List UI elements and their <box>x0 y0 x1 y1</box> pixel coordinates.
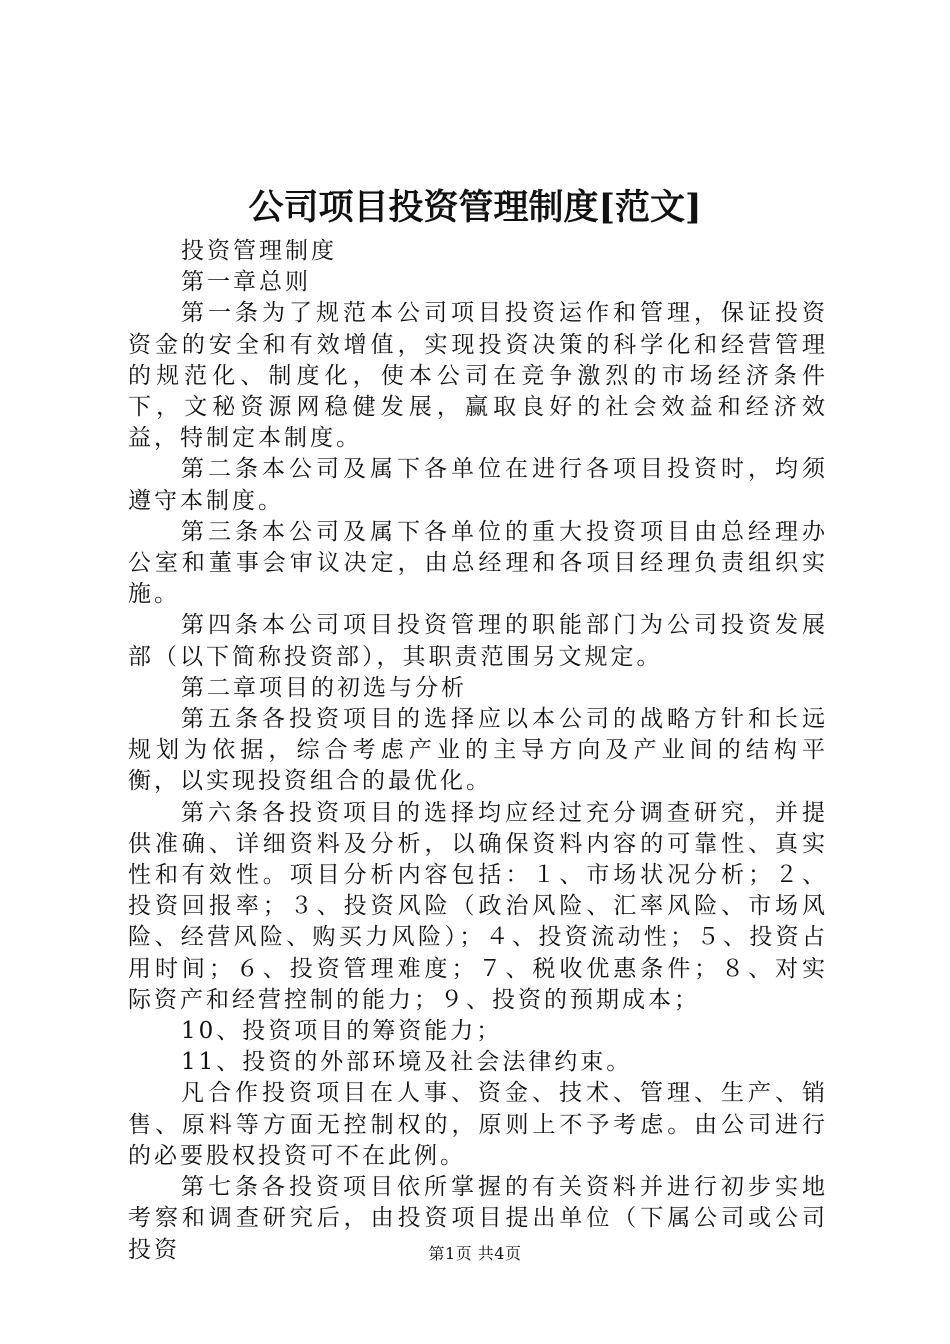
chapter-heading: 第二章项目的初选与分析 <box>181 674 467 701</box>
article-paragraph: 第四条本公司项目投资管理的职能部门为公司投资发展部（以下简称投资部），其职责范围另文规定。 <box>128 612 828 670</box>
list-item-paragraph: 11、投资的外部环境及社会法律约束。 <box>181 1049 633 1076</box>
article-paragraph: 第一条为了规范本公司项目投资运作和管理，保证投资资金的安全和有效增值，实现投资决策的科学化和经营管理的规范化、制度化，使本公司在竞争激烈的市场经济条件下，文秘资源网稳健发展，赢取良好的社会效益和经济效益，特制定本制度。 <box>128 300 828 452</box>
section-heading: 投资管理制度 <box>181 238 337 264</box>
article-paragraph: 第三条本公司及属下各单位的重大投资项目由总经理办公室和董事会审议决定，由总经理和各项目经理负责组织实施。 <box>128 518 828 608</box>
article-paragraph: 凡合作投资项目在人事、资金、技术、管理、生产、销售、原料等方面无控制权的，原则上不予考虑。由公司进行的必要股权投资可不在此例。 <box>128 1080 828 1169</box>
article-paragraph: 第七条各投资项目依所掌握的有关资料并进行初步实地考察和调查研究后，由投资项目提出单位（下属公司或公司投资 <box>128 1174 828 1263</box>
chapter-heading: 第一章总则 <box>181 269 311 296</box>
page-footer: 第1页 共4页 <box>428 1244 522 1263</box>
document-title: 公司项目投资管理制度[范文] <box>248 187 702 228</box>
article-paragraph: 第五条各投资项目的选择应以本公司的战略方针和长远规划为依据，综合考虑产业的主导方向及产业间的结构平衡，以实现投资组合的最优化。 <box>128 706 828 795</box>
article-paragraph: 第六条各投资项目的选择均应经过充分调查研究，并提供准确、详细资料及分析，以确保资料内容的可靠性、真实性和有效性。项目分析内容包括：１、市场状况分析；２、投资回报率；３、投资风险（政治风险、汇率风险、市场风险、经营风险、购买力风险）；４、投资流动性；５、投资占用时间；６、投资管理难度；７、税收优惠条件；８、对实际资产和经营控制的能力；９、投资的预期成本； <box>128 799 828 1013</box>
list-item-paragraph: 10、投资项目的筹资能力； <box>181 1018 503 1045</box>
document-body <box>128 236 828 1266</box>
article-paragraph: 第二条本公司及属下各单位在进行各项目投资时，均须遵守本制度。 <box>128 456 828 514</box>
